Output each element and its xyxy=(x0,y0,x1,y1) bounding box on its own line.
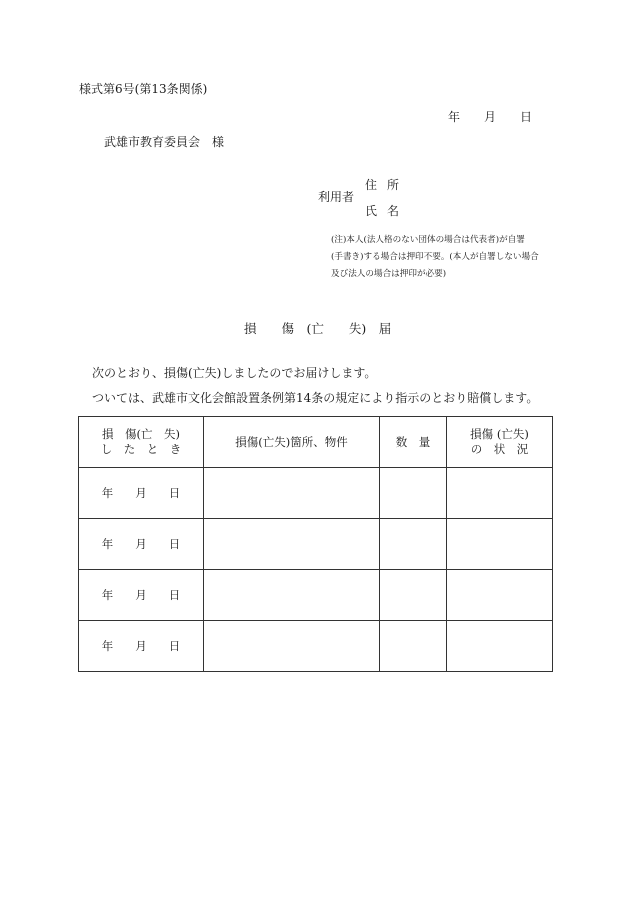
seal-note xyxy=(331,232,539,283)
seal-note-line: 及び法人の場合は押印が必要) xyxy=(331,269,447,279)
quantity-cell[interactable] xyxy=(380,621,447,672)
date-cell[interactable]: 年 月 日 xyxy=(79,621,204,672)
header-quantity: 数 量 xyxy=(380,417,447,468)
quantity-cell[interactable] xyxy=(380,519,447,570)
date-cell[interactable]: 年 月 日 xyxy=(79,468,204,519)
quantity-cell[interactable] xyxy=(380,468,447,519)
body-text-line: 次のとおり、損傷(亡失)しましたのでお届けします。 xyxy=(92,366,377,380)
document-title: 損 傷 (亡 失) 届 xyxy=(244,321,392,336)
form-number: 様式第6号(第13条関係) xyxy=(79,82,208,96)
status-cell[interactable] xyxy=(447,570,553,621)
damage-table xyxy=(78,416,553,672)
location-cell[interactable] xyxy=(204,621,380,672)
table-row xyxy=(79,621,553,672)
quantity-cell[interactable] xyxy=(380,570,447,621)
table-header-row xyxy=(79,417,553,468)
submission-date xyxy=(448,108,532,125)
name-label: 氏名 xyxy=(365,204,410,218)
header-status: 損傷 (亡失) の 状 況 xyxy=(447,417,553,468)
body-text-line: ついては、武雄市文化会館設置条例第14条の規定により指示のとおり賠償します。 xyxy=(92,391,539,405)
date-month-label: 月 xyxy=(484,110,497,124)
location-cell[interactable] xyxy=(204,468,380,519)
date-day-label: 日 xyxy=(520,110,533,124)
location-cell[interactable] xyxy=(204,570,380,621)
table-row xyxy=(79,570,553,621)
status-cell[interactable] xyxy=(447,621,553,672)
table-row xyxy=(79,519,553,570)
address-label: 住所 xyxy=(365,178,410,192)
status-cell[interactable] xyxy=(447,519,553,570)
header-damage-date: 損 傷(亡 失) し た と き xyxy=(79,417,204,468)
header-location: 損傷(亡失)箇所、物件 xyxy=(204,417,380,468)
seal-note-line: (注)本人(法人格のない団体の場合は代表者)が自署 xyxy=(331,235,525,245)
user-label: 利用者 xyxy=(318,190,355,204)
status-cell[interactable] xyxy=(447,468,553,519)
seal-note-line: (手書き)する場合は押印不要。(本人が自署しない場合 xyxy=(331,252,539,262)
location-cell[interactable] xyxy=(204,519,380,570)
date-cell[interactable]: 年 月 日 xyxy=(79,570,204,621)
table-row xyxy=(79,468,553,519)
addressee: 武雄市教育委員会 様 xyxy=(104,135,225,149)
date-year-label: 年 xyxy=(448,110,461,124)
date-cell[interactable]: 年 月 日 xyxy=(79,519,204,570)
